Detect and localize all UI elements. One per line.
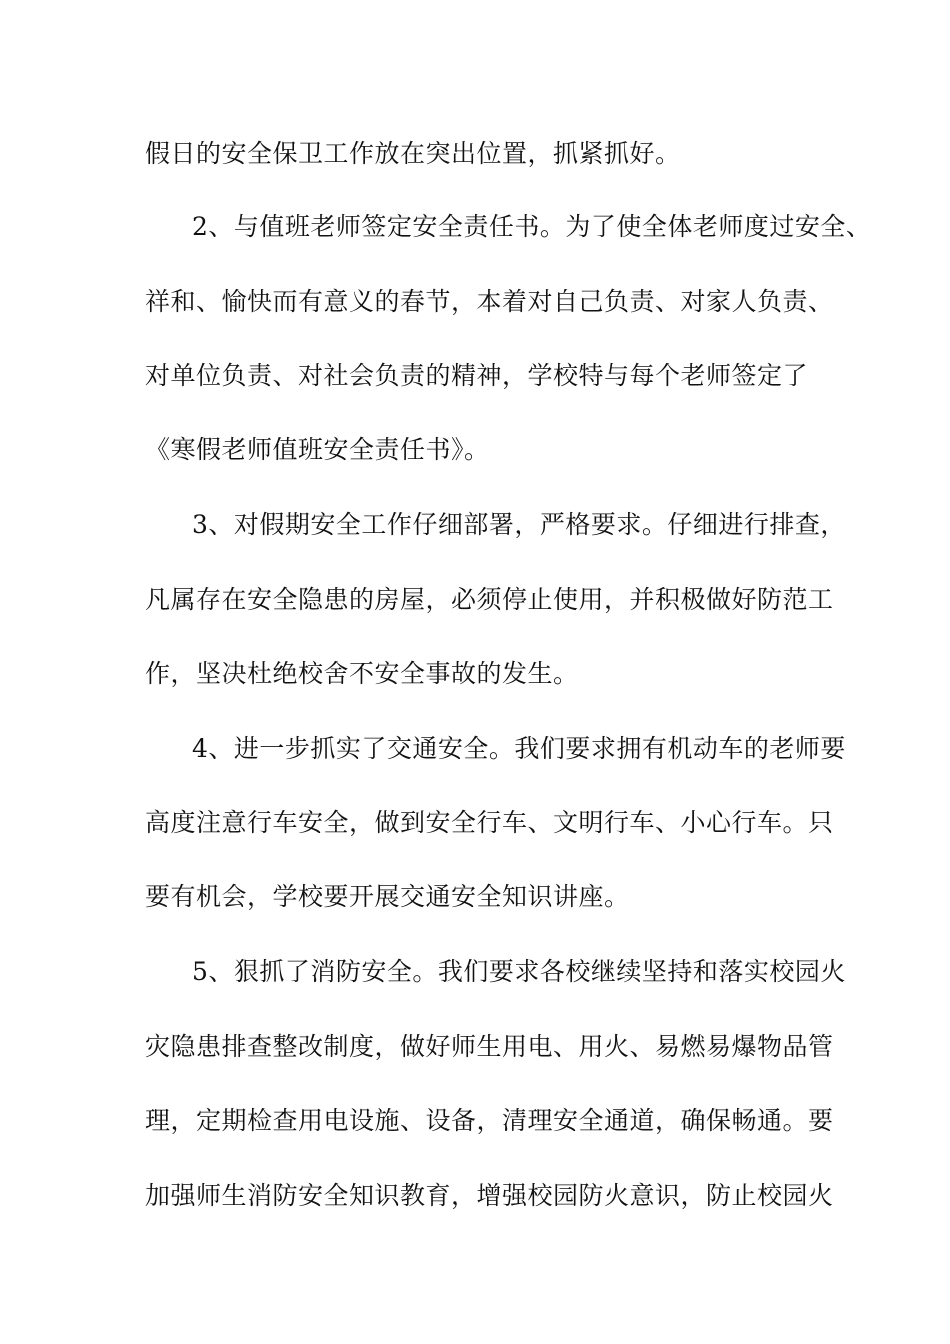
text-line-15: 加强师生消防安全知识教育，增强校园防火意识，防止校园火 — [145, 1181, 834, 1210]
text-line-9: 4、进一步抓实了交通安全。我们要求拥有机动车的老师要 — [192, 734, 846, 763]
text-line-13: 灾隐患排查整改制度，做好师生用电、用火、易燃易爆物品管 — [145, 1032, 834, 1061]
text-line-7: 凡属存在安全隐患的房屋，必须停止使用，并积极做好防范工 — [145, 585, 834, 614]
text-line-1: 假日的安全保卫工作放在突出位置，抓紧抓好。 — [145, 139, 681, 168]
text-line-12: 5、狠抓了消防安全。我们要求各校继续坚持和落实校园火 — [192, 957, 846, 986]
text-line-5: 《寒假老师值班安全责任书》。 — [145, 435, 490, 464]
text-line-4: 对单位负责、对社会负责的精神，学校特与每个老师签定了 — [145, 361, 809, 390]
text-line-14: 理，定期检查用电设施、设备，清理安全通道，确保畅通。要 — [145, 1106, 834, 1135]
text-line-10: 高度注意行车安全，做到安全行车、文明行车、小心行车。只 — [145, 808, 834, 837]
text-line-11: 要有机会，学校要开展交通安全知识讲座。 — [145, 882, 630, 911]
text-line-3: 祥和、愉快而有意义的春节，本着对自己负责、对家人负责、 — [145, 287, 834, 316]
text-line-8: 作，坚决杜绝校舍不安全事故的发生。 — [145, 659, 579, 688]
text-line-6: 3、对假期安全工作仔细部署，严格要求。仔细进行排查， — [192, 510, 846, 539]
text-line-2: 2、与值班老师签定安全责任书。为了使全体老师度过安全、 — [192, 212, 872, 241]
